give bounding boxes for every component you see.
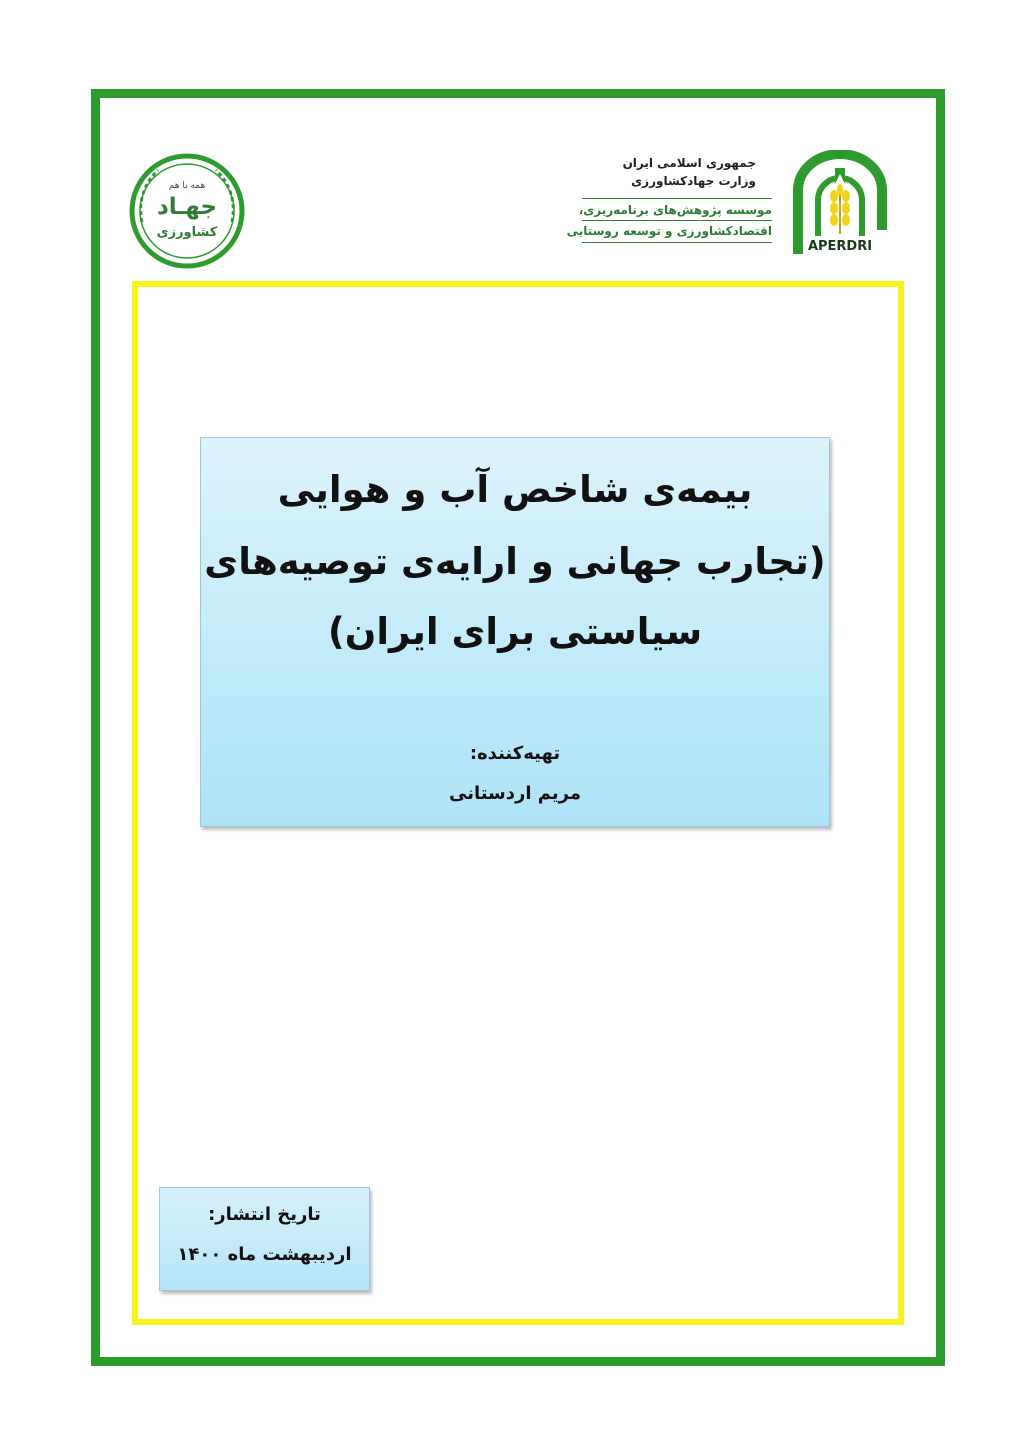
title-line-3: سیاستی برای ایران) <box>327 610 703 653</box>
publication-date-label: تاریخ انتشار: <box>208 1204 321 1225</box>
institution-header <box>566 150 908 260</box>
institute-line-2: اقتصادکشاورزی و توسعه روستایی <box>582 220 772 241</box>
aperdri-logo <box>778 150 902 260</box>
publication-date-box <box>159 1187 370 1291</box>
publication-date-value: اردیبهشت ماه ۱۴۰۰ <box>177 1244 352 1265</box>
government-text <box>623 154 756 190</box>
title-line-1: بیمه‌ی شاخص آب و هوایی <box>277 468 753 511</box>
author-label: تهیه‌کننده: <box>469 743 561 764</box>
title-line-2: (تجارب جهانی و ارایه‌ی توصیه‌های <box>204 540 826 583</box>
author-name: مریم اردستانی <box>448 783 582 804</box>
title-box <box>200 437 830 827</box>
jahad-logo-small-text: همه با هم <box>168 181 206 191</box>
jahad-logo-sub-text: کشاورزی <box>156 225 218 240</box>
jahad-logo-main-text: جهـاد <box>156 194 218 220</box>
aperdri-logo-text: APERDRI <box>807 239 873 254</box>
gov-line-1: جمهوری اسلامی ایران <box>622 156 756 170</box>
institute-name <box>566 198 772 243</box>
gov-line-2: وزارت جهادکشاورزی <box>631 174 756 188</box>
jahad-keshavarzi-logo <box>128 152 246 270</box>
institute-line-1: موسسه پژوهش‌های برنامه‌ریزی، <box>578 203 772 217</box>
